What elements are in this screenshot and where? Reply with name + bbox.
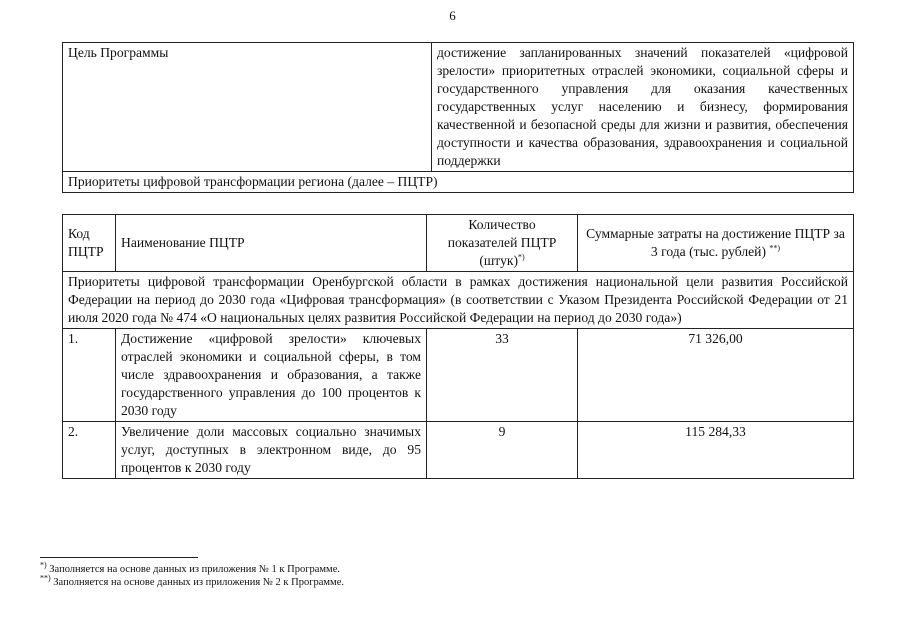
footnote-divider — [40, 557, 198, 558]
row-name: Достижение «цифровой зрелости» ключевых отраслей экономики и социальной сферы, в том числе здравоохранения и образования, а также государственного управления до 100 процентов к 2030 году — [116, 329, 427, 422]
footnote-1 — [40, 560, 340, 576]
footnote-2-mark: **) — [40, 573, 51, 583]
header-name: Наименование ПЦТР — [116, 215, 427, 272]
header-count — [427, 215, 578, 272]
header-cost — [578, 215, 854, 272]
pctr-header-row — [63, 215, 854, 272]
goal-row — [63, 43, 854, 172]
header-cost-footnote-mark: **) — [769, 243, 781, 253]
row-cost: 115 284,33 — [578, 422, 854, 479]
row-name: Увеличение доли массовых социально значимых услуг, доступных в электронном виде, до 95 процентов к 2030 году — [116, 422, 427, 479]
header-cost-text: Суммарные затраты на достижение ПЦТР за 3 года (тыс. рублей) — [586, 226, 845, 259]
program-goal-table — [62, 42, 854, 193]
row-count: 9 — [427, 422, 578, 479]
footnote-2 — [40, 573, 344, 589]
footnote-1-mark: *) — [40, 560, 47, 570]
row-code: 2. — [63, 422, 116, 479]
table-row — [63, 329, 854, 422]
pctr-intro-text: Приоритеты цифровой трансформации Оренбургской области в рамках достижения национальной цели развития Российской Федерации на период до 2030 года «Цифровая трансформация» (в соответствии с Указом Президента Российской Федерации от 21 июля 2020 года № 474 «О национальных целях развития Российской Федерации на период до 2030 года») — [63, 272, 854, 329]
priorities-heading: Приоритеты цифровой трансформации региона (далее – ПЦТР) — [63, 172, 854, 193]
row-count: 33 — [427, 329, 578, 422]
pctr-intro-row — [63, 272, 854, 329]
row-cost: 71 326,00 — [578, 329, 854, 422]
header-code: Код ПЦТР — [63, 215, 116, 272]
goal-value: достижение запланированных значений показателей «цифровой зрелости» приоритетных отраслей экономики, социальной сферы и государственного управления для оказания качественных государственных услуг населению и бизнесу, формирования качественной и безопасной среды для жизни и развития, обеспечения доступности и качества образования, здравоохранения и социальной поддержки — [432, 43, 854, 172]
footnote-2-text: Заполняется на основе данных из приложения № 2 к Программе. — [53, 577, 344, 588]
goal-label: Цель Программы — [63, 43, 432, 172]
header-count-text: Количество показателей ПЦТР (штук) — [447, 217, 557, 268]
page-number: 6 — [449, 8, 456, 23]
priorities-heading-row — [63, 172, 854, 193]
footnote-1-text: Заполняется на основе данных из приложения № 1 к Программе. — [49, 564, 340, 575]
header-count-footnote-mark: *) — [518, 252, 525, 262]
table-row — [63, 422, 854, 479]
pctr-table — [62, 214, 854, 479]
row-code: 1. — [63, 329, 116, 422]
